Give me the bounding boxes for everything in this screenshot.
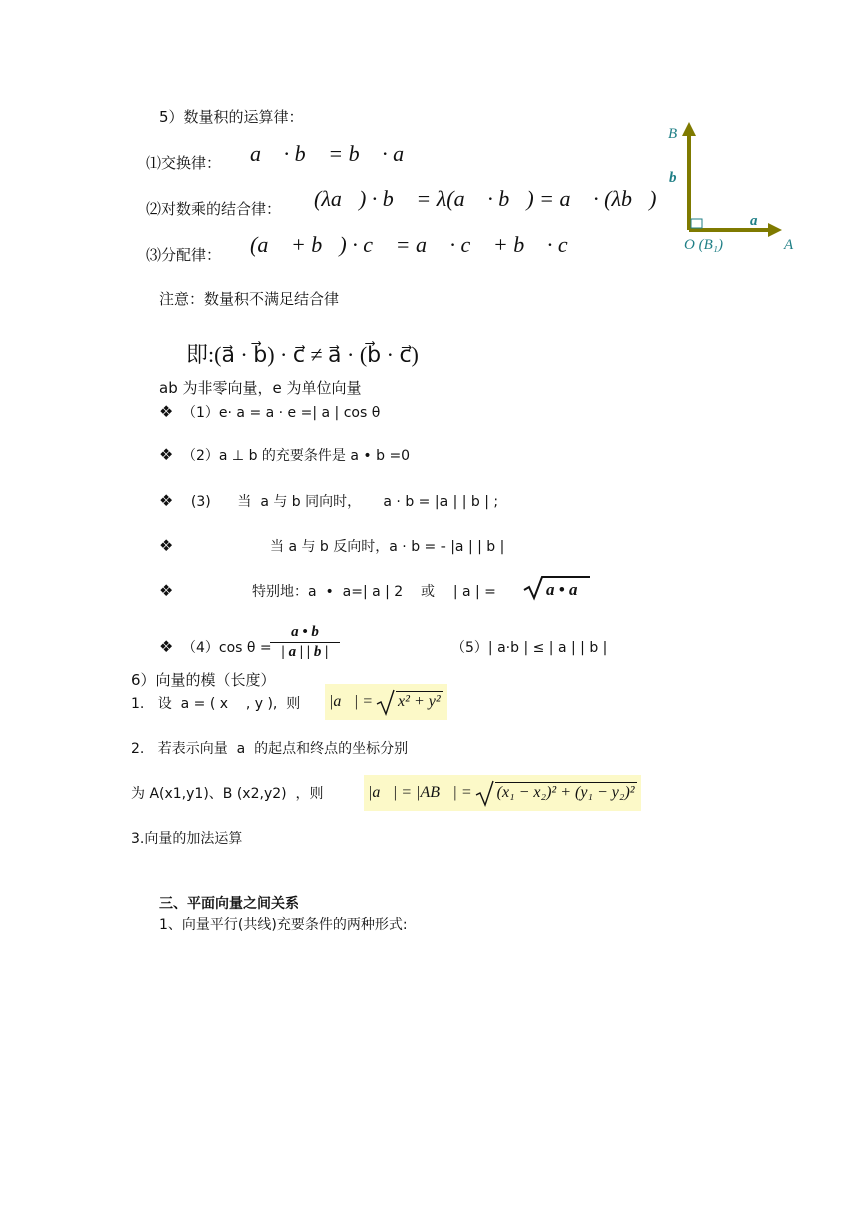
radical-sign (376, 688, 396, 716)
fraction-bar (270, 642, 340, 643)
section5-heading: 5）数量积的运算律： (159, 108, 304, 126)
law3-label: ⑶分配律： (146, 246, 222, 264)
intro-text: ab 为非零向量，e 为单位向量 (159, 379, 362, 397)
cos-fraction (270, 624, 340, 661)
bullet-icon: ❖ (159, 445, 174, 464)
sqrt-aa (522, 574, 592, 606)
section6-heading: 6）向量的模（长度） (131, 671, 276, 689)
bullet-icon: ❖ (159, 581, 174, 600)
bullet-icon: ❖ (159, 637, 174, 656)
label-b: b (669, 170, 677, 186)
law3-formula: (a⃗ + b⃗) · c⃗ = a⃗ · c⃗ + b⃗ · c⃗ (250, 232, 585, 257)
section6-item2b: 为 A(x1,y1)、B (x2,y2) ，则 (131, 786, 324, 802)
bullet-1: （1）e· a = a · e =| a | cos θ (182, 405, 381, 421)
section3-item1: 1、向量平行(共线)充要条件的两种形式: (159, 917, 408, 933)
label-A: A (784, 237, 794, 253)
law2-label: ⑵对数乘的结合律： (146, 200, 282, 218)
formula-lhs: |a⃗| = (329, 693, 374, 710)
section6-item3: 3.向量的加法运算 (131, 831, 243, 847)
formula-lhs: |a⃗| = |AB⃗| = (368, 784, 472, 801)
bullet-5: 特别地：a • a=| a | 2 或 | a | = (252, 584, 496, 600)
bullet-3: (3) 当 a 与 b 同向时， a · b = |a | | b | ; (182, 494, 499, 510)
bullet-icon: ❖ (159, 402, 174, 421)
bullet-icon: ❖ (159, 536, 174, 555)
bullet-icon: ❖ (159, 491, 174, 510)
bullet-6-right: （5）| a·b | ≤ | a | | b | (451, 640, 608, 656)
section6-item1: 1. 设 a = ( x , y ), 则 (131, 696, 301, 712)
label-a: a (750, 213, 758, 229)
cos-numerator: a • b (291, 624, 319, 640)
vector-diagram (660, 118, 810, 258)
law1-formula: a⃗ · b⃗ = b⃗ · a⃗ (250, 141, 422, 166)
bullet-6-prefix: （4）cos θ = (182, 640, 272, 656)
note-formula: 即:(a⃗ · b⃗) · c⃗ ≠ a⃗ · (b⃗ · c⃗) (186, 342, 419, 367)
note-text: 注意：数量积不满足结合律 (159, 290, 340, 308)
cos-denominator: | a | | b | (281, 644, 329, 660)
law1-label: ⑴交换律： (146, 154, 222, 172)
formula-modulus-xy (325, 684, 447, 720)
sqrt-aa-text: a • a (546, 580, 578, 599)
law2-formula: (λa⃗) · b⃗ = λ(a⃗ · b⃗) = a⃗ · (λb⃗) (314, 186, 657, 211)
bullet-2: （2）a ⊥ b 的充要条件是 a • b =0 (182, 448, 411, 464)
label-B: B (668, 126, 678, 142)
radical-sign (475, 779, 495, 807)
formula-rhs: x² + y² (398, 693, 441, 710)
formula-modulus-AB (364, 775, 641, 811)
label-O: O (B₁) (684, 237, 723, 253)
bullet-4: 当 a 与 b 反向时，a · b = - |a | | b | (270, 539, 505, 555)
formula-rhs: (x₁ − x₂)² + (y₁ − y₂)² (496, 784, 635, 801)
section6-item2: 2. 若表示向量 a 的起点和终点的坐标分别 (131, 741, 409, 757)
section3-heading: 三、平面向量之间关系 (159, 896, 299, 912)
